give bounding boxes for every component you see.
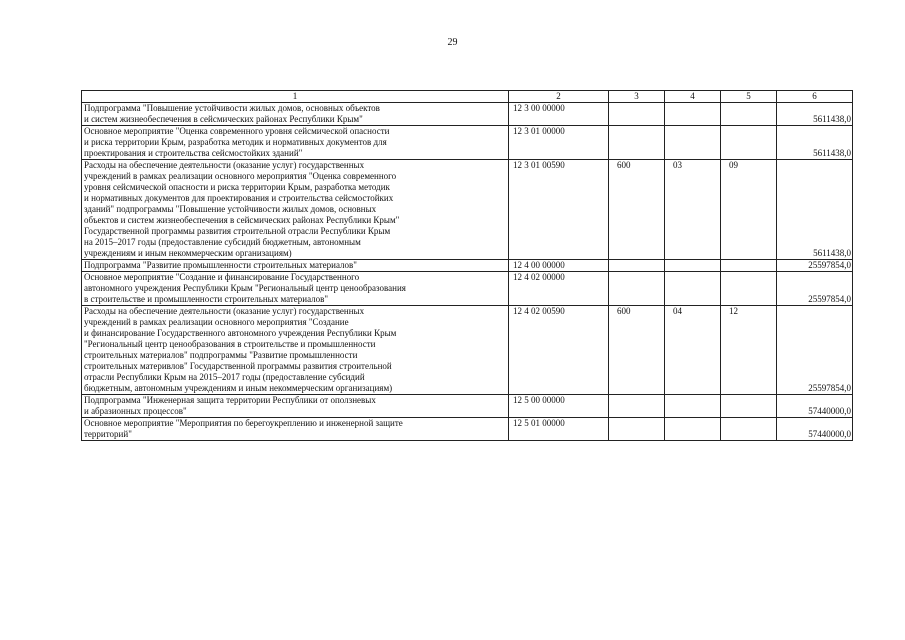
row-name-line: и абразионных процессов" (84, 406, 187, 416)
row-pr-cell (721, 103, 777, 126)
row-csr-cell: 12 4 02 00590 (509, 306, 609, 395)
row-name-line: уровня сейсмической опасности и риска территории Крым, разработка методик (84, 182, 390, 192)
row-name-line: в строительстве и промышленности строительных материалов" (84, 294, 329, 304)
row-vr-cell (609, 272, 665, 306)
row-pr-cell: 12 (721, 306, 777, 395)
row-sum-cell: 5611438,0 (777, 160, 853, 260)
row-rz-cell (665, 418, 721, 441)
header-cell: 6 (777, 91, 853, 103)
row-vr-cell (609, 418, 665, 441)
row-name-line: Основное мероприятие "Оценка современного уровня сейсмической опасности (84, 126, 390, 136)
row-name-line: и систем жизнеобеспечения в сейсмических районах Республики Крым" (84, 114, 363, 124)
table-row (82, 126, 853, 160)
row-name-line: Расходы на обеспечение деятельности (оказание услуг) государственных (84, 160, 365, 170)
row-csr-cell: 12 3 01 00590 (509, 160, 609, 260)
row-name-line: бюджетным, автономным учреждениям и иным некоммерческим организациям) (84, 383, 393, 393)
row-vr-cell (609, 126, 665, 160)
row-name-line: и нормативных документов для проектирования и строительства сейсмостойких (84, 193, 394, 203)
row-name-line: Государственной программы развития строительной отрасли Республики Крым (84, 226, 391, 236)
table-row (82, 395, 853, 418)
row-sum-cell: 57440000,0 (777, 395, 853, 418)
row-name-cell (82, 306, 509, 395)
header-cell: 4 (665, 91, 721, 103)
row-rz-cell (665, 260, 721, 272)
row-pr-cell: 09 (721, 160, 777, 260)
header-cell: 2 (509, 91, 609, 103)
row-name-line: Основное мероприятие "Создание и финансирование Государственного (84, 272, 360, 282)
row-pr-cell (721, 395, 777, 418)
row-csr-cell: 12 5 00 00000 (509, 395, 609, 418)
row-name-line: "Региональный центр ценообразования в строительстве и промышленности (84, 339, 376, 349)
row-name-line: строительных материалов" подпрограммы "Развитие промышленности (84, 350, 358, 360)
row-rz-cell (665, 126, 721, 160)
row-sum-cell: 25597854,0 (777, 260, 853, 272)
row-name-line: Подпрограмма "Инженерная защита территории Республики от оползневых (84, 395, 376, 405)
row-name-line: автономного учреждения Республики Крым "Региональный центр ценообразования (84, 283, 406, 293)
row-rz-cell (665, 395, 721, 418)
row-rz-cell (665, 272, 721, 306)
row-sum-cell: 25597854,0 (777, 272, 853, 306)
row-name-line: территорий" (84, 429, 132, 439)
table-row (82, 306, 853, 395)
row-rz-cell (665, 103, 721, 126)
header-cell: 1 (82, 91, 509, 103)
header-cell: 5 (721, 91, 777, 103)
row-name-line: объектов и систем жизнеобеспечения в сейсмических районах Республики Крым" (84, 215, 400, 225)
row-name-line: учреждений в рамках реализации основного мероприятия "Создание (84, 317, 349, 327)
row-sum-cell: 5611438,0 (777, 126, 853, 160)
row-name-line: строительных материвлов" Государственной программы развития строительной (84, 361, 392, 371)
row-sum-cell: 5611438,0 (777, 103, 853, 126)
row-name-cell (82, 260, 509, 272)
row-vr-cell (609, 395, 665, 418)
row-name-cell (82, 395, 509, 418)
row-csr-cell: 12 3 01 00000 (509, 126, 609, 160)
row-sum-cell: 57440000,0 (777, 418, 853, 441)
row-csr-cell: 12 3 00 00000 (509, 103, 609, 126)
row-vr-cell: 600 (609, 306, 665, 395)
row-name-line: Подпрограмма "Повышение устойчивости жилых домов, основных объектов (84, 103, 380, 113)
row-name-cell (82, 418, 509, 441)
row-rz-cell: 04 (665, 306, 721, 395)
row-pr-cell (721, 272, 777, 306)
row-csr-cell: 12 4 00 00000 (509, 260, 609, 272)
row-csr-cell: 12 4 02 00000 (509, 272, 609, 306)
row-rz-cell: 03 (665, 160, 721, 260)
row-name-line: учреждений в рамках реализации основного мероприятия "Оценка современного (84, 171, 397, 181)
row-name-line: на 2015–2017 годы (предоставление субсидий бюджетным, автономным (84, 237, 361, 247)
row-name-line: Основное мероприятие "Мероприятия по берегоукреплению и инженерной защите (84, 418, 403, 428)
row-name-cell (82, 272, 509, 306)
table-row (82, 160, 853, 260)
row-pr-cell (721, 126, 777, 160)
row-name-cell (82, 126, 509, 160)
row-name-line: и финансирование Государственного автономного учреждения Республики Крым (84, 328, 397, 338)
header-cell: 3 (609, 91, 665, 103)
row-sum-cell: 25597854,0 (777, 306, 853, 395)
row-csr-cell: 12 5 01 00000 (509, 418, 609, 441)
row-name-line: зданий" подпрограммы "Повышение устойчивости жилых домов, основных (84, 204, 377, 214)
row-name-cell (82, 160, 509, 260)
row-name-cell (82, 103, 509, 126)
row-name-line: проектирования и строительства сейсмостойких зданий" (84, 148, 303, 158)
table-row (82, 103, 853, 126)
page-number: 29 (447, 37, 458, 48)
row-name-line: Подпрограмма "Развитие промышленности строительных материалов" (84, 260, 357, 270)
row-name-line: учреждениям и иным некоммерческим организациям) (84, 248, 292, 258)
row-name-line: Расходы на обеспечение деятельности (оказание услуг) государственных (84, 306, 365, 316)
table-row (82, 260, 853, 272)
row-name-line: и риска территории Крым, разработка методик и нормативных документов для (84, 137, 387, 147)
row-vr-cell (609, 260, 665, 272)
row-vr-cell (609, 103, 665, 126)
table-row (82, 272, 853, 306)
table-row (82, 418, 853, 441)
row-name-line: отрасли Республики Крым на 2015–2017 годы (предоставление субсидий (84, 372, 365, 382)
row-pr-cell (721, 418, 777, 441)
row-pr-cell (721, 260, 777, 272)
table-header-row (82, 91, 853, 103)
budget-table (81, 90, 853, 441)
row-vr-cell: 600 (609, 160, 665, 260)
